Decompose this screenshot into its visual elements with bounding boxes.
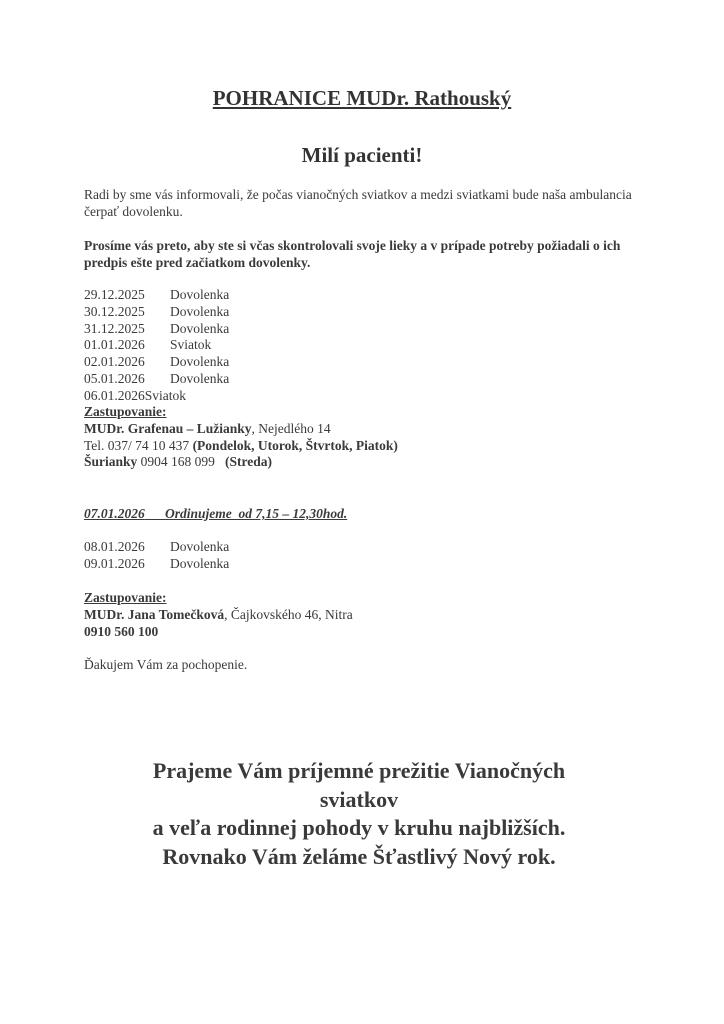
schedule-status: Dovolenka [170, 287, 230, 302]
substitution-heading: Zastupovanie: [84, 404, 167, 419]
substitution-phone: Tel. 037/ 74 10 437 [84, 437, 193, 453]
schedule-row [84, 539, 229, 556]
substitution-phone-line [84, 438, 398, 455]
substitution-doctor: MUDr. Grafenau – Lužianky [84, 420, 252, 436]
notice-title: POHRANICE MUDr. Rathouský [212, 86, 512, 110]
office-hours-date: 07.01.2026 [84, 506, 145, 521]
office-hours-text: Ordinujeme od 7,15 – 12,30hod. [165, 506, 348, 521]
schedule-row [84, 337, 229, 354]
substitution-phone2: 0904 168 099 [137, 454, 226, 470]
wish-line: a veľa rodinnej pohody v kruhu najbližších. [152, 815, 566, 840]
substitution-block-2 [84, 590, 353, 640]
substitution-doctor: MUDr. Jana Tomečková [84, 606, 225, 622]
schedule-row [84, 287, 229, 304]
substitution-address: , Čajkovského 46, Nitra [224, 606, 353, 622]
substitution-doctor-line [84, 607, 353, 624]
wish-line: sviatkov [319, 786, 399, 812]
schedule-row [84, 354, 229, 371]
schedule-status: Dovolenka [170, 303, 230, 319]
substitution-address: , Nejedlého 14 [251, 420, 331, 436]
schedule-date: 29.12.2025 [84, 287, 145, 302]
holiday-wishes [0, 757, 718, 871]
schedule-status: Dovolenka [170, 320, 230, 336]
schedule-date: 08.01.2026 [84, 539, 145, 554]
schedule-row [84, 304, 229, 321]
schedule-status: Sviatok [170, 337, 212, 353]
schedule-date: 30.12.2025 [84, 303, 145, 319]
substitution-block-1 [84, 404, 398, 471]
schedule-status: Dovolenka [170, 555, 230, 571]
schedule-date: 09.01.2026 [84, 555, 145, 571]
schedule-date: 02.01.2026 [84, 354, 145, 370]
schedule-list-2 [84, 539, 229, 573]
substitution-doctor-line [84, 421, 398, 438]
schedule-status: Dovolenka [170, 539, 230, 554]
schedule-row [84, 371, 229, 388]
substitution-phone2-days: (Streda) [225, 454, 273, 470]
schedule-date: 01.01.2026 [84, 337, 145, 353]
schedule-row [84, 388, 229, 405]
substitution-phone: 0910 560 100 [84, 623, 159, 639]
substitution-phone2-line [84, 454, 398, 471]
schedule-date: 06.01.2026 [84, 387, 145, 403]
schedule-row [84, 556, 229, 573]
schedule-status: Sviatok [144, 387, 187, 403]
request-paragraph: Prosíme vás preto, aby ste si včas skontrolovali svoje lieky a v prípade potreby požiadali o ich predpis ešte pred začiatkom dovolenky. [84, 238, 621, 270]
substitution-phone-days: (Pondelok, Utorok, Štvrtok, Piatok) [192, 437, 398, 453]
schedule-status: Dovolenka [170, 370, 230, 386]
schedule-date: 05.01.2026 [84, 370, 145, 386]
wish-line: Rovnako Vám želáme Šťastlivý Nový rok. [162, 843, 556, 869]
thanks-line: Ďakujem Vám za pochopenie. [84, 657, 248, 672]
intro-paragraph: Radi by sme vás informovali, že počas vianočných sviatkov a medzi sviatkami bude naša ambulancia čerpať dovolenku. [84, 187, 632, 219]
schedule-list [84, 287, 229, 405]
substitution-heading: Zastupovanie: [84, 590, 167, 605]
schedule-row [84, 321, 229, 338]
office-hours-line [84, 506, 347, 522]
wish-line: Prajeme Vám príjemné prežitie Vianočných [152, 758, 566, 783]
schedule-status: Dovolenka [170, 354, 230, 370]
schedule-date: 31.12.2025 [84, 320, 145, 336]
greeting: Milí pacienti! [301, 143, 423, 167]
substitution-place2: Šurianky [84, 454, 138, 470]
